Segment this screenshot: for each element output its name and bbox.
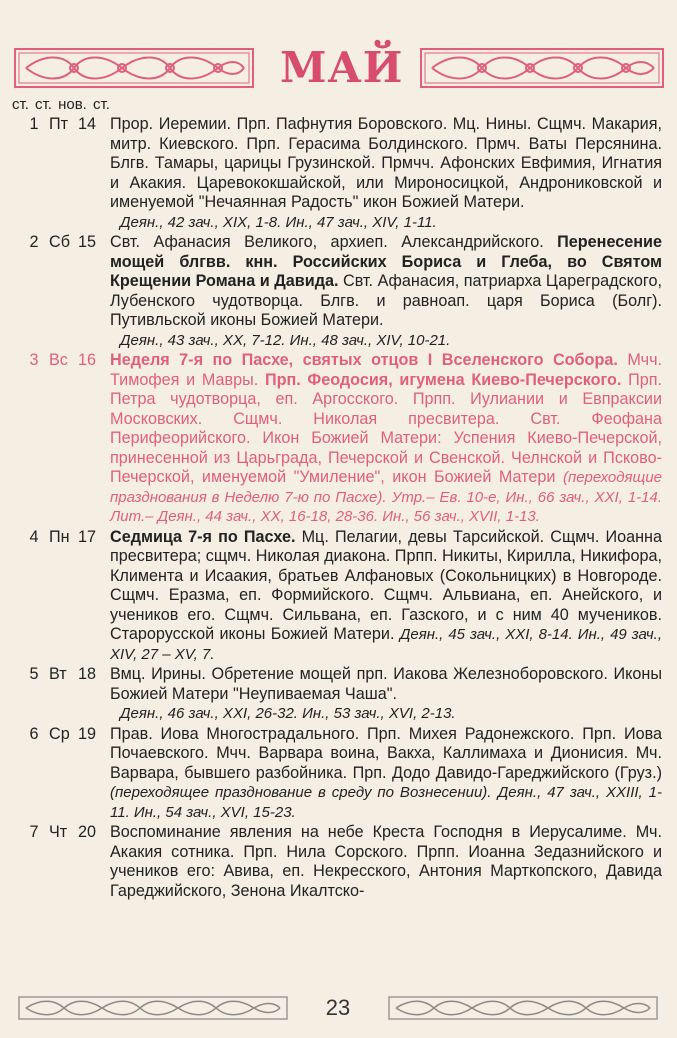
entry-day-6	[12, 725, 662, 823]
scripture-readings: Деян., 42 зач., XIX, 1-8. Ин., 47 зач., XIV, 1-11.	[120, 213, 437, 231]
new-style-day: 17	[78, 527, 97, 546]
feast-bold: Прп. Феодосия, игумена Киево-Печерского.	[264, 370, 622, 389]
new-style-day: 15	[78, 233, 97, 251]
weekday: Ср	[49, 724, 70, 743]
sunday-title: Неделя 7-я по Пасхе, святых отцов I Вселенского Собора.	[110, 351, 618, 369]
entry-note: (переходящее празднование в среду по Вознесении).	[110, 784, 492, 801]
week-title: Седмица 7-я по Пасхе.	[110, 527, 296, 546]
weekday: Сб	[49, 233, 70, 251]
month-title: МАЙ	[280, 43, 404, 92]
footer-ornament-right	[388, 996, 658, 1020]
entry-text	[110, 725, 662, 823]
old-style-day: 7	[29, 823, 39, 841]
commemorations: Свт. Афанасия Великого, архиеп. Александрийского.	[110, 233, 544, 251]
new-style-day: 20	[78, 823, 97, 841]
scripture-readings: Деян., 45 зач., XXI, 8-14. Ин., 49 зач., XIV, 27 – XV, 7.	[110, 626, 662, 663]
old-style-day: 1	[29, 115, 39, 133]
entry-text	[110, 823, 662, 901]
entry-day-2	[12, 233, 662, 350]
commemorations-more: Прп. Петра чудотворца, еп. Аргосского. Прпп. Иулиании и Евпраксии Московских. Сщмч. Николая пресвитера. Свт. Феофана Перифеорийского. Икон Божией Матери: Успения Киево-Печерской, принесенной из Царьграда, Печерской и Свенской. Челнской и Псково-Печерской, именуемой "Умиление", икон Божией Матери	[110, 370, 663, 486]
commemorations-more: Свт. Афанасия, патриарха Цареградского, Лубенского чудотворца. Блгв. и равноап. царя Бориса (Болг). Путивльской иконы Божией Матери.	[110, 272, 662, 329]
page-header	[14, 40, 664, 96]
commemorations: Мчч. Тимофея и Мавры.	[110, 351, 662, 389]
old-style-day: 4	[29, 527, 39, 546]
old-style-day: 6	[29, 724, 39, 743]
feast-bold: Перенесение мощей блгвв. кнн. Российских Бориса и Глеба, во Святом Крещении Романа и Давида.	[110, 233, 662, 290]
entry-day-3	[12, 351, 662, 527]
entry-day-5	[12, 665, 662, 724]
commemorations: Мц. Пелагии, девы Тарсийской. Сщмч. Иоанна пресвитера; сщмч. Николая диакона. Прпп. Никиты, Кирилла, Никифора, Климента и Исаакия, братьев Алфановых (Сокольницких) в Новгороде. Сщмч. Еразма, еп. Формийского. Сщмч. Альвиана, еп. Анейского, и учеников его. Сщмч. Сильвана, еп. Газского, и с ним 40 мучеников. Старорусской иконы Божией Матери.	[110, 527, 662, 643]
entry-day-7	[12, 823, 662, 901]
commemorations: Прав. Иова Многострадального. Прп. Михея Радонежского. Прп. Иова Почаевского. Мчч. Варвара воина, Вакха, Каллимаха и Дионисия. Мч. Варвара, бывшего разбойника. Прп. Додо Давидо-Гареджийского (Груз.)	[110, 724, 662, 782]
entry-text	[110, 665, 662, 724]
ornament-left	[14, 48, 254, 88]
weekday: Пн	[49, 527, 70, 546]
new-style-day: 19	[78, 724, 97, 743]
old-style-day: 2	[29, 233, 39, 251]
entry-list	[12, 115, 662, 901]
commemorations: Воспоминание явления на небе Креста Господня в Иерусалиме. Мч. Акакия сотника. Прп. Нила Сорского. Прпп. Иоанна Зедазнийского и учеников его: Авива, еп. Некресского, Антония Марткопского, Давида Гареджийского, Зенона Икалтско-	[110, 823, 662, 900]
old-style-day: 5	[29, 665, 39, 683]
entry-text	[110, 115, 662, 232]
page-footer	[18, 992, 658, 1024]
scripture-readings: Утр.– Ев. 10-е, Ин., 66 зач., XXI, 1-14. Лит.– Деян., 44 зач., XX, 16-18, 28-36. Ин., 56 зач., XVII, 1-13.	[110, 488, 663, 525]
weekday: Чт	[49, 823, 68, 841]
scripture-readings: Деян., 47 зач., XXIII, 1-11. Ин., 54 зач., XVI, 15-23.	[110, 784, 662, 821]
entry-text	[110, 528, 662, 665]
new-style-day: 16	[78, 351, 97, 369]
commemorations: Вмц. Ирины. Обретение мощей прп. Иакова Железноборовского. Иконы Божией Матери "Неупиваемая Чаша".	[110, 665, 662, 703]
style-legend: ст. ст. нов. ст.	[12, 96, 110, 113]
weekday: Пт	[49, 115, 69, 133]
old-style-day: 3	[29, 351, 39, 369]
entry-text	[110, 233, 662, 350]
entry-day-4	[12, 528, 662, 665]
new-style-day: 18	[78, 665, 97, 683]
ornament-right	[420, 48, 664, 88]
weekday: Вс	[49, 351, 68, 369]
scripture-readings: Деян., 43 зач., XX, 7-12. Ин., 48 зач., XIV, 10-21.	[120, 331, 451, 349]
entry-day-1	[12, 115, 662, 232]
commemorations: Прор. Иеремии. Прп. Пафнутия Боровского. Мц. Нины. Сщмч. Макария, митр. Киевского. Прп. Герасима Болдинского. Прмч. Ваты Персянина. Блгв. Тамары, царицы Грузинской. Прмчч. Афонских Евфимия, Игнатия и Акакия. Царевококшайской, или Мироносицкой, Андрониковской и именуемой "Нечаянная Радость" икон Божией Матери.	[110, 115, 662, 211]
weekday: Вт	[49, 665, 67, 683]
entry-text	[110, 351, 662, 527]
footer-ornament-left	[18, 996, 288, 1020]
page-number: 23	[325, 995, 351, 1020]
entry-note: (переходящие празднования в Неделю 7-ю по Пасхе).	[110, 469, 662, 506]
new-style-day: 14	[78, 115, 97, 133]
scripture-readings: Деян., 46 зач., XXI, 26-32. Ин., 53 зач., XVI, 2-13.	[120, 705, 456, 722]
